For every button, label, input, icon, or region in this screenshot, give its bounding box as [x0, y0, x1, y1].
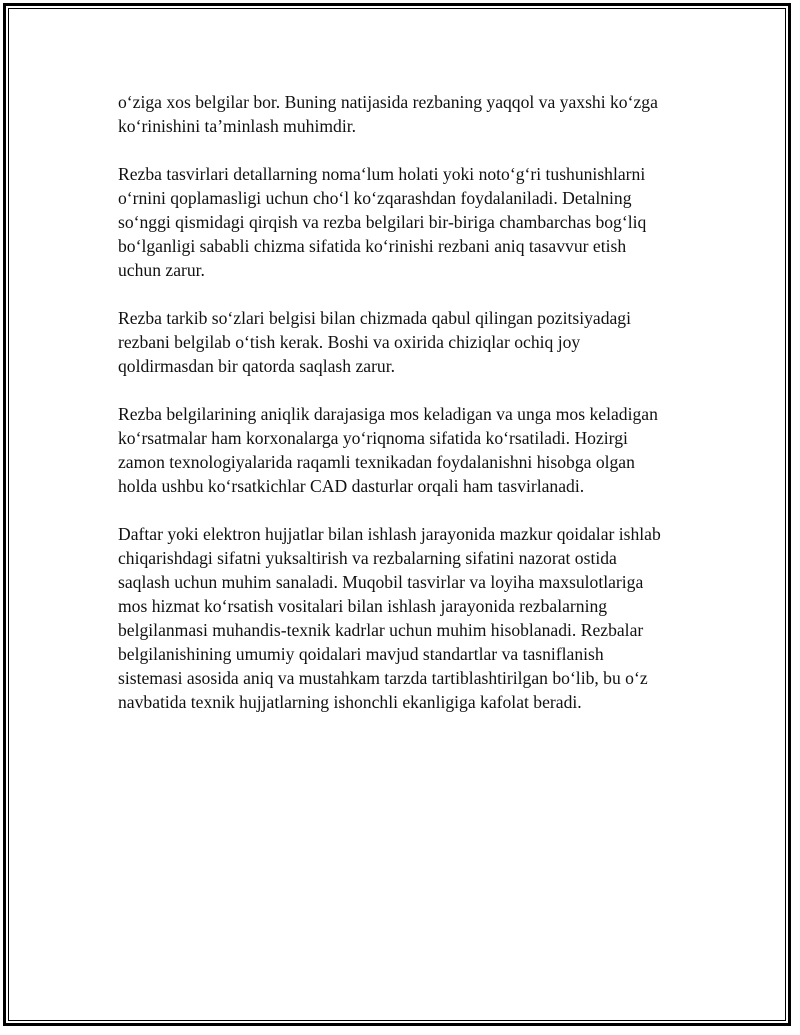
paragraph-line: Rezba tasvirlari detallarning noma‘lum holati yoki noto‘g‘ri tushunishlarni: [118, 164, 646, 184]
paragraph-line: belgilanishining umumiy qoidalari mavjud standartlar va tasniflanish: [118, 644, 604, 664]
paragraph-3: [118, 306, 698, 378]
paragraph-line: Rezba belgilarining aniqlik darajasiga mos keladigan va unga mos keladigan: [118, 404, 658, 424]
paragraph-2: [118, 162, 698, 282]
paragraph-line: Rezba tarkib so‘zlari belgisi bilan chizmada qabul qilingan pozitsiyadagi: [118, 308, 631, 328]
paragraph-line: ko‘rsatmalar ham korxonalarga yo‘riqnoma sifatida ko‘rsatiladi. Hozirgi: [118, 428, 628, 448]
paragraph-line: navbatida texnik hujjatlarning ishonchli ekanligiga kafolat beradi.: [118, 692, 582, 712]
paragraph-line: saqlash uchun muhim sanaladi. Muqobil tasvirlar va loyiha maxsulotlariga: [118, 572, 644, 592]
paragraph-line: rezbani belgilab o‘tish kerak. Boshi va oxirida chiziqlar ochiq joy: [118, 332, 581, 352]
paragraph-line: o‘ziga xos belgilar bor. Buning natijasida rezbaning yaqqol va yaxshi ko‘zga: [118, 92, 658, 112]
paragraph-4: [118, 402, 698, 498]
paragraph-line: sistemasi asosida aniq va mustahkam tarzda tartiblashtirilgan bo‘lib, bu o‘z: [118, 668, 648, 688]
paragraph-line: zamon texnologiyalarida raqamli texnikadan foydalanishni hisobga olgan: [118, 452, 635, 472]
paragraph-line: o‘rnini qoplamasligi uchun cho‘l ko‘zqarashdan foydalaniladi. Detalning: [118, 188, 632, 208]
paragraph-line: so‘nggi qismidagi qirqish va rezba belgilari bir-biriga chambarchas bog‘liq: [118, 212, 647, 232]
paragraph-line: uchun zarur.: [118, 260, 205, 280]
paragraph-line: qoldirmasdan bir qatorda saqlash zarur.: [118, 356, 396, 376]
paragraph-line: bo‘lganligi sababli chizma sifatida ko‘rinishi rezbani aniq tasavvur etish: [118, 236, 627, 256]
document-body: [118, 90, 698, 738]
paragraph-1: [118, 90, 698, 138]
paragraph-line: mos hizmat ko‘rsatish vositalari bilan ishlash jarayonida rezbalarning: [118, 596, 608, 616]
paragraph-line: ko‘rinishini ta’minlash muhimdir.: [118, 116, 356, 136]
paragraph-line: chiqarishdagi sifatni yuksaltirish va rezbalarning sifatini nazorat ostida: [118, 548, 617, 568]
paragraph-5: [118, 522, 698, 714]
paragraph-line: holda ushbu ko‘rsatkichlar CAD dasturlar orqali ham tasvirlanadi.: [118, 476, 585, 496]
paragraph-line: Daftar yoki elektron hujjatlar bilan ishlash jarayonida mazkur qoidalar ishlab: [118, 524, 661, 544]
paragraph-line: belgilanmasi muhandis-texnik kadrlar uchun muhim hisoblanadi. Rezbalar: [118, 620, 644, 640]
